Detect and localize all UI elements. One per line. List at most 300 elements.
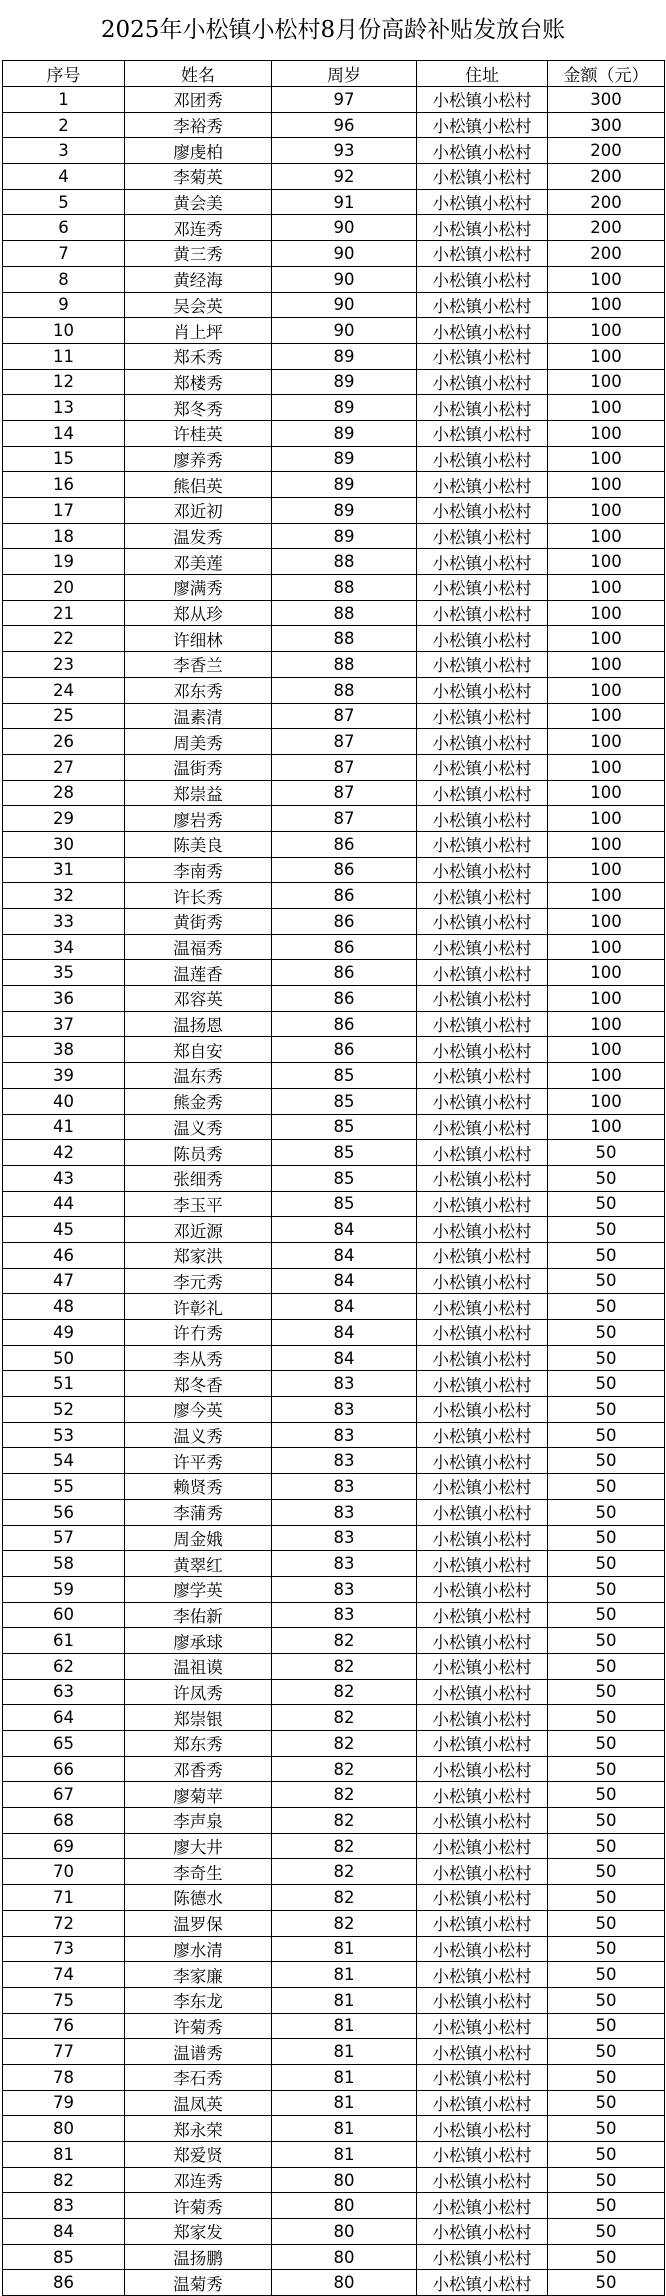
cell-name: 邓香秀 [125, 1756, 272, 1782]
cell-address: 小松镇小松村 [417, 446, 548, 472]
cell-address: 小松镇小松村 [417, 420, 548, 446]
table-row [3, 318, 665, 344]
table-row [3, 806, 665, 832]
cell-name: 邓团秀 [125, 87, 272, 113]
cell-address: 小松镇小松村 [417, 1114, 548, 1140]
table-row [3, 1242, 665, 1268]
cell-amount: 50 [548, 1576, 665, 1602]
cell-name: 陈德水 [125, 1885, 272, 1911]
cell-amount: 50 [548, 1345, 665, 1371]
cell-serial-no: 26 [3, 729, 125, 755]
cell-serial-no: 20 [3, 575, 125, 601]
cell-address: 小松镇小松村 [417, 343, 548, 369]
cell-age: 87 [272, 703, 417, 729]
table-row [3, 1987, 665, 2013]
cell-age: 83 [272, 1525, 417, 1551]
cell-name: 李从秀 [125, 1345, 272, 1371]
cell-serial-no: 35 [3, 960, 125, 986]
cell-amount: 50 [548, 1756, 665, 1782]
cell-serial-no: 75 [3, 1987, 125, 2013]
cell-serial-no: 14 [3, 420, 125, 446]
cell-serial-no: 85 [3, 2244, 125, 2270]
cell-name: 李玉平 [125, 1191, 272, 1217]
cell-age: 84 [272, 1217, 417, 1243]
cell-amount: 100 [548, 831, 665, 857]
cell-address: 小松镇小松村 [417, 2270, 548, 2296]
cell-name: 邓近初 [125, 498, 272, 524]
cell-age: 86 [272, 960, 417, 986]
table-row [3, 677, 665, 703]
cell-serial-no: 8 [3, 266, 125, 292]
table-row [3, 343, 665, 369]
cell-address: 小松镇小松村 [417, 1474, 548, 1500]
cell-serial-no: 5 [3, 189, 125, 215]
cell-serial-no: 69 [3, 1833, 125, 1859]
table-row [3, 498, 665, 524]
cell-address: 小松镇小松村 [417, 1987, 548, 2013]
cell-amount: 50 [548, 1936, 665, 1962]
cell-amount: 100 [548, 472, 665, 498]
cell-address: 小松镇小松村 [417, 1525, 548, 1551]
cell-name: 邓美莲 [125, 549, 272, 575]
cell-age: 84 [272, 1268, 417, 1294]
cell-age: 82 [272, 1653, 417, 1679]
cell-amount: 50 [548, 1217, 665, 1243]
cell-name: 许细林 [125, 626, 272, 652]
cell-age: 82 [272, 1833, 417, 1859]
table-row [3, 1088, 665, 1114]
cell-age: 83 [272, 1422, 417, 1448]
cell-age: 89 [272, 369, 417, 395]
cell-age: 82 [272, 1808, 417, 1834]
table-row [3, 575, 665, 601]
table-row [3, 241, 665, 267]
cell-age: 81 [272, 2142, 417, 2168]
cell-name: 温凤英 [125, 2090, 272, 2116]
cell-age: 89 [272, 343, 417, 369]
table-row [3, 754, 665, 780]
cell-address: 小松镇小松村 [417, 87, 548, 113]
table-row [3, 1114, 665, 1140]
table-row [3, 1653, 665, 1679]
table-row [3, 857, 665, 883]
cell-serial-no: 13 [3, 395, 125, 421]
cell-address: 小松镇小松村 [417, 164, 548, 190]
cell-address: 小松镇小松村 [417, 1422, 548, 1448]
cell-age: 82 [272, 1756, 417, 1782]
cell-serial-no: 46 [3, 1242, 125, 1268]
cell-amount: 100 [548, 883, 665, 909]
cell-name: 许彰礼 [125, 1294, 272, 1320]
cell-address: 小松镇小松村 [417, 1756, 548, 1782]
ledger-title: 2025年小松镇小松村8月份高龄补贴发放台账 [100, 17, 566, 43]
cell-serial-no: 43 [3, 1165, 125, 1191]
cell-serial-no: 67 [3, 1782, 125, 1808]
cell-serial-no: 23 [3, 652, 125, 678]
cell-age: 86 [272, 831, 417, 857]
cell-age: 82 [272, 1628, 417, 1654]
cell-serial-no: 71 [3, 1885, 125, 1911]
table-row [3, 2193, 665, 2219]
cell-name: 张细秀 [125, 1165, 272, 1191]
cell-amount: 50 [548, 2270, 665, 2296]
cell-address: 小松镇小松村 [417, 2219, 548, 2245]
cell-address: 小松镇小松村 [417, 934, 548, 960]
table-row [3, 2244, 665, 2270]
cell-address: 小松镇小松村 [417, 1397, 548, 1423]
cell-amount: 100 [548, 292, 665, 318]
cell-name: 郑崇益 [125, 780, 272, 806]
cell-address: 小松镇小松村 [417, 2167, 548, 2193]
cell-serial-no: 42 [3, 1140, 125, 1166]
cell-address: 小松镇小松村 [417, 1294, 548, 1320]
cell-amount: 100 [548, 857, 665, 883]
cell-serial-no: 76 [3, 2013, 125, 2039]
cell-address: 小松镇小松村 [417, 1679, 548, 1705]
cell-age: 84 [272, 1294, 417, 1320]
cell-address: 小松镇小松村 [417, 1910, 548, 1936]
cell-age: 90 [272, 292, 417, 318]
table-row [3, 523, 665, 549]
table-row [3, 2013, 665, 2039]
cell-serial-no: 64 [3, 1705, 125, 1731]
cell-amount: 50 [548, 1242, 665, 1268]
cell-name: 廖养秀 [125, 446, 272, 472]
cell-name: 郑冬秀 [125, 395, 272, 421]
cell-age: 97 [272, 87, 417, 113]
cell-address: 小松镇小松村 [417, 1191, 548, 1217]
cell-name: 许冇秀 [125, 1320, 272, 1346]
cell-amount: 50 [548, 1653, 665, 1679]
cell-name: 李石秀 [125, 2064, 272, 2090]
cell-serial-no: 68 [3, 1808, 125, 1834]
cell-address: 小松镇小松村 [417, 1628, 548, 1654]
cell-name: 温谱秀 [125, 2039, 272, 2065]
cell-name: 温莲香 [125, 960, 272, 986]
cell-amount: 200 [548, 189, 665, 215]
cell-age: 89 [272, 523, 417, 549]
cell-address: 小松镇小松村 [417, 1859, 548, 1885]
cell-address: 小松镇小松村 [417, 1268, 548, 1294]
cell-amount: 50 [548, 1525, 665, 1551]
cell-name: 李蒲秀 [125, 1499, 272, 1525]
cell-age: 93 [272, 138, 417, 164]
cell-amount: 300 [548, 87, 665, 113]
cell-address: 小松镇小松村 [417, 1371, 548, 1397]
cell-age: 88 [272, 575, 417, 601]
cell-name: 熊侣英 [125, 472, 272, 498]
cell-serial-no: 15 [3, 446, 125, 472]
cell-age: 83 [272, 1448, 417, 1474]
cell-serial-no: 33 [3, 909, 125, 935]
table-row [3, 652, 665, 678]
table-row [3, 934, 665, 960]
cell-name: 廖岩秀 [125, 806, 272, 832]
cell-age: 80 [272, 2270, 417, 2296]
cell-amount: 100 [548, 677, 665, 703]
table-row [3, 1833, 665, 1859]
cell-age: 86 [272, 909, 417, 935]
cell-age: 86 [272, 1011, 417, 1037]
cell-name: 廖水清 [125, 1936, 272, 1962]
cell-serial-no: 55 [3, 1474, 125, 1500]
table-row [3, 1140, 665, 1166]
cell-amount: 50 [548, 1962, 665, 1988]
cell-age: 84 [272, 1242, 417, 1268]
cell-name: 邓连秀 [125, 2167, 272, 2193]
cell-age: 82 [272, 1885, 417, 1911]
cell-age: 80 [272, 2167, 417, 2193]
cell-amount: 100 [548, 266, 665, 292]
cell-age: 88 [272, 600, 417, 626]
cell-name: 邓连秀 [125, 215, 272, 241]
cell-address: 小松镇小松村 [417, 1320, 548, 1346]
subsidy-ledger-table [2, 60, 665, 2296]
cell-address: 小松镇小松村 [417, 806, 548, 832]
cell-address: 小松镇小松村 [417, 2039, 548, 2065]
cell-serial-no: 40 [3, 1088, 125, 1114]
cell-serial-no: 39 [3, 1063, 125, 1089]
cell-age: 82 [272, 1731, 417, 1757]
cell-age: 83 [272, 1602, 417, 1628]
cell-amount: 100 [548, 420, 665, 446]
cell-serial-no: 51 [3, 1371, 125, 1397]
cell-age: 81 [272, 2013, 417, 2039]
cell-age: 83 [272, 1474, 417, 1500]
cell-amount: 100 [548, 1088, 665, 1114]
cell-name: 周金娥 [125, 1525, 272, 1551]
cell-amount: 100 [548, 1037, 665, 1063]
cell-amount: 100 [548, 934, 665, 960]
cell-age: 81 [272, 2090, 417, 2116]
cell-address: 小松镇小松村 [417, 986, 548, 1012]
cell-serial-no: 9 [3, 292, 125, 318]
cell-serial-no: 54 [3, 1448, 125, 1474]
cell-address: 小松镇小松村 [417, 1705, 548, 1731]
cell-amount: 50 [548, 1422, 665, 1448]
table-row [3, 420, 665, 446]
cell-address: 小松镇小松村 [417, 1833, 548, 1859]
cell-address: 小松镇小松村 [417, 729, 548, 755]
cell-amount: 200 [548, 241, 665, 267]
table-row [3, 1628, 665, 1654]
cell-serial-no: 37 [3, 1011, 125, 1037]
cell-age: 89 [272, 395, 417, 421]
cell-serial-no: 34 [3, 934, 125, 960]
cell-address: 小松镇小松村 [417, 1962, 548, 1988]
cell-address: 小松镇小松村 [417, 523, 548, 549]
cell-address: 小松镇小松村 [417, 575, 548, 601]
table-row [3, 189, 665, 215]
cell-address: 小松镇小松村 [417, 626, 548, 652]
table-row [3, 138, 665, 164]
cell-name: 黄会美 [125, 189, 272, 215]
cell-age: 84 [272, 1320, 417, 1346]
cell-age: 83 [272, 1397, 417, 1423]
cell-address: 小松镇小松村 [417, 883, 548, 909]
cell-serial-no: 36 [3, 986, 125, 1012]
header-amount: 金额（元） [548, 61, 665, 87]
cell-address: 小松镇小松村 [417, 1217, 548, 1243]
cell-address: 小松镇小松村 [417, 2142, 548, 2168]
cell-name: 温东秀 [125, 1063, 272, 1089]
cell-name: 李香兰 [125, 652, 272, 678]
table-row [3, 395, 665, 421]
cell-name: 黄翠红 [125, 1551, 272, 1577]
cell-serial-no: 52 [3, 1397, 125, 1423]
cell-serial-no: 66 [3, 1756, 125, 1782]
table-row [3, 1705, 665, 1731]
cell-amount: 50 [548, 1833, 665, 1859]
cell-amount: 50 [548, 2116, 665, 2142]
cell-address: 小松镇小松村 [417, 241, 548, 267]
header-row [3, 61, 665, 87]
cell-serial-no: 82 [3, 2167, 125, 2193]
table-row [3, 1371, 665, 1397]
cell-address: 小松镇小松村 [417, 472, 548, 498]
cell-serial-no: 72 [3, 1910, 125, 1936]
cell-age: 82 [272, 1859, 417, 1885]
cell-amount: 100 [548, 780, 665, 806]
cell-amount: 100 [548, 960, 665, 986]
table-row [3, 1063, 665, 1089]
cell-serial-no: 83 [3, 2193, 125, 2219]
table-row [3, 1679, 665, 1705]
cell-age: 83 [272, 1551, 417, 1577]
cell-name: 陈员秀 [125, 1140, 272, 1166]
cell-amount: 50 [548, 1499, 665, 1525]
cell-address: 小松镇小松村 [417, 318, 548, 344]
cell-age: 88 [272, 626, 417, 652]
cell-serial-no: 63 [3, 1679, 125, 1705]
cell-name: 温街秀 [125, 754, 272, 780]
cell-name: 李佑新 [125, 1602, 272, 1628]
table-row [3, 1885, 665, 1911]
cell-name: 郑崇银 [125, 1705, 272, 1731]
table-row [3, 703, 665, 729]
cell-age: 89 [272, 472, 417, 498]
cell-serial-no: 62 [3, 1653, 125, 1679]
cell-amount: 50 [548, 1474, 665, 1500]
cell-age: 87 [272, 754, 417, 780]
cell-address: 小松镇小松村 [417, 292, 548, 318]
cell-name: 许凤秀 [125, 1679, 272, 1705]
cell-age: 80 [272, 2219, 417, 2245]
cell-address: 小松镇小松村 [417, 2013, 548, 2039]
cell-age: 85 [272, 1191, 417, 1217]
cell-amount: 50 [548, 2090, 665, 2116]
cell-amount: 100 [548, 703, 665, 729]
cell-address: 小松镇小松村 [417, 1731, 548, 1757]
cell-serial-no: 2 [3, 112, 125, 138]
cell-address: 小松镇小松村 [417, 1782, 548, 1808]
cell-amount: 50 [548, 2219, 665, 2245]
cell-age: 85 [272, 1114, 417, 1140]
table-row [3, 780, 665, 806]
cell-amount: 200 [548, 138, 665, 164]
table-row [3, 1345, 665, 1371]
cell-serial-no: 45 [3, 1217, 125, 1243]
cell-address: 小松镇小松村 [417, 395, 548, 421]
cell-amount: 50 [548, 1885, 665, 1911]
cell-age: 82 [272, 1705, 417, 1731]
cell-name: 郑自安 [125, 1037, 272, 1063]
header-age: 周岁 [272, 61, 417, 87]
cell-age: 85 [272, 1063, 417, 1089]
cell-name: 熊金秀 [125, 1088, 272, 1114]
cell-serial-no: 44 [3, 1191, 125, 1217]
cell-name: 许长秀 [125, 883, 272, 909]
cell-amount: 100 [548, 549, 665, 575]
table-body [3, 87, 665, 2296]
table-row [3, 1602, 665, 1628]
cell-serial-no: 24 [3, 677, 125, 703]
cell-serial-no: 7 [3, 241, 125, 267]
cell-age: 80 [272, 2193, 417, 2219]
table-row [3, 1525, 665, 1551]
cell-amount: 50 [548, 1268, 665, 1294]
cell-amount: 50 [548, 1987, 665, 2013]
cell-amount: 50 [548, 2013, 665, 2039]
table-row [3, 1731, 665, 1757]
cell-address: 小松镇小松村 [417, 780, 548, 806]
table-row [3, 831, 665, 857]
cell-name: 廖今英 [125, 1397, 272, 1423]
cell-address: 小松镇小松村 [417, 1063, 548, 1089]
table-row [3, 472, 665, 498]
cell-amount: 100 [548, 1011, 665, 1037]
cell-name: 温福秀 [125, 934, 272, 960]
cell-serial-no: 73 [3, 1936, 125, 1962]
cell-serial-no: 60 [3, 1602, 125, 1628]
cell-amount: 100 [548, 909, 665, 935]
cell-address: 小松镇小松村 [417, 1345, 548, 1371]
cell-serial-no: 41 [3, 1114, 125, 1140]
cell-serial-no: 31 [3, 857, 125, 883]
cell-address: 小松镇小松村 [417, 369, 548, 395]
cell-name: 李菊英 [125, 164, 272, 190]
cell-amount: 300 [548, 112, 665, 138]
cell-serial-no: 19 [3, 549, 125, 575]
cell-name: 邓近源 [125, 1217, 272, 1243]
cell-age: 88 [272, 677, 417, 703]
cell-age: 83 [272, 1371, 417, 1397]
table-row [3, 909, 665, 935]
cell-serial-no: 4 [3, 164, 125, 190]
cell-name: 廖学英 [125, 1576, 272, 1602]
table-row [3, 1320, 665, 1346]
cell-serial-no: 65 [3, 1731, 125, 1757]
cell-name: 郑东秀 [125, 1731, 272, 1757]
cell-age: 83 [272, 1499, 417, 1525]
table-row [3, 2039, 665, 2065]
cell-serial-no: 17 [3, 498, 125, 524]
cell-name: 郑冬香 [125, 1371, 272, 1397]
table-row [3, 112, 665, 138]
cell-amount: 100 [548, 806, 665, 832]
cell-name: 温菊秀 [125, 2270, 272, 2296]
cell-amount: 100 [548, 575, 665, 601]
cell-age: 90 [272, 241, 417, 267]
cell-address: 小松镇小松村 [417, 549, 548, 575]
table-row [3, 2064, 665, 2090]
cell-serial-no: 1 [3, 87, 125, 113]
table-row [3, 626, 665, 652]
cell-amount: 100 [548, 498, 665, 524]
table-row [3, 2270, 665, 2296]
cell-address: 小松镇小松村 [417, 831, 548, 857]
cell-address: 小松镇小松村 [417, 1448, 548, 1474]
